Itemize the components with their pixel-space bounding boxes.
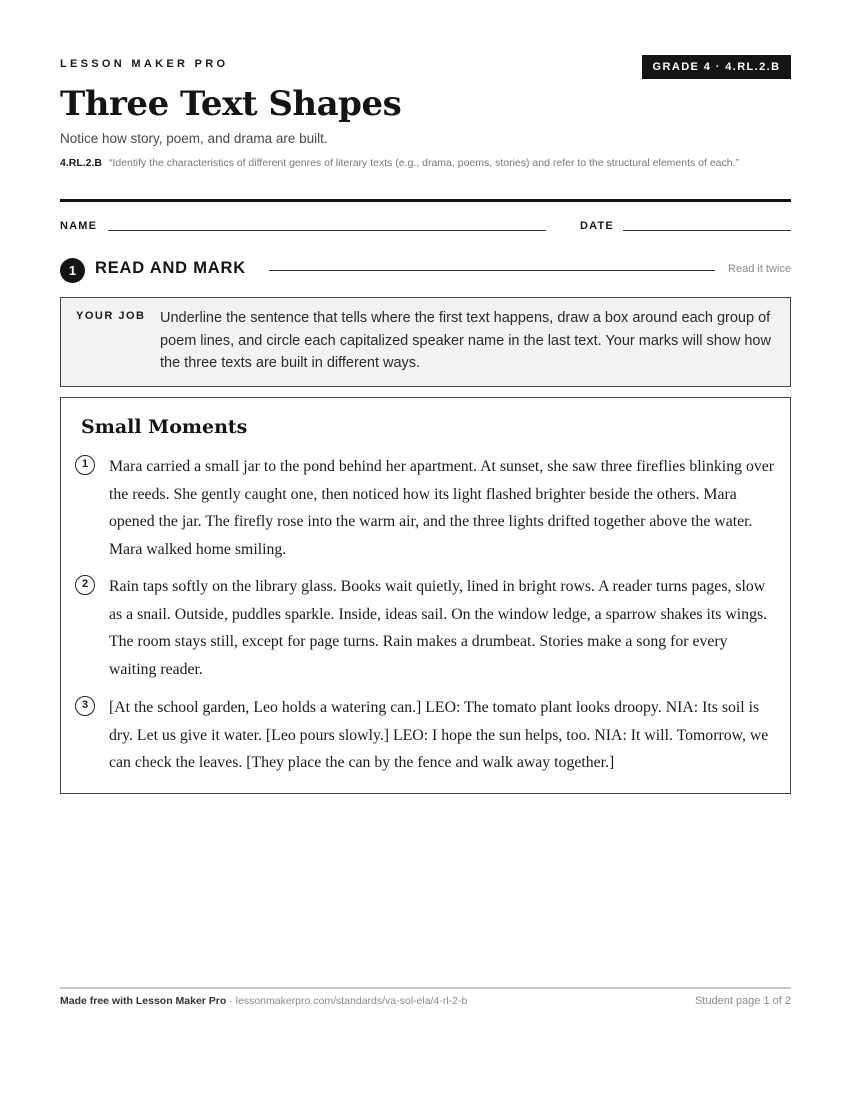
worksheet-page [60, 0, 791, 1100]
section-title: READ AND MARK [95, 259, 246, 277]
section-note: Read it twice [728, 263, 791, 275]
footer-page-number: Student page 1 of 2 [694, 995, 791, 1007]
section-divider [269, 270, 715, 271]
instructions-text: Underline the sentence that tells where the first text happens, draw a box around each group of poem lines, and circle each capitalized speaker name in the last text. Your marks will show how the three texts are built in different ways. [160, 310, 771, 371]
instructions-box [60, 297, 791, 387]
name-label: NAME [60, 220, 98, 232]
page-title: Three Text Shapes [60, 84, 402, 124]
passage-number-badge: 3 [75, 696, 95, 716]
footer-credit [60, 995, 467, 1007]
brand-name: LESSON MAKER PRO [60, 58, 229, 70]
instructions-label: YOUR JOB [76, 310, 146, 322]
grade-badge: GRADE 4 · 4.RL.2.B [642, 55, 791, 79]
section-number-badge: 1 [60, 258, 85, 283]
passage-number-badge: 1 [75, 455, 95, 475]
standard-description [60, 156, 791, 171]
name-field[interactable] [108, 230, 546, 231]
date-label: DATE [580, 220, 614, 232]
date-field[interactable] [623, 230, 791, 231]
header-divider [60, 199, 791, 202]
passage-text[interactable]: Rain taps softly on the library glass. Books wait quietly, lined in bright rows. A reader turns pages, slow as a snail. Outside, puddles sparkle. Inside, ideas sail. On the window ledge, a sparrow shakes its wings. The room stays still, except for page turns. Rain makes a drumbeat. Stories make a song for every waiting reader. [109, 578, 768, 678]
reading-title: Small Moments [81, 416, 248, 438]
footer-url[interactable]: · lessonmakerpro.com/standards/va-sol-ela/4-rl-2-b [226, 995, 468, 1007]
reading-passage-box [60, 397, 791, 794]
footer-made-with: Made free with Lesson Maker Pro [60, 995, 227, 1007]
passage-text[interactable]: [At the school garden, Leo holds a watering can.] LEO: The tomato plant looks droopy. NIA: Its soil is dry. Let us give it water. [Leo pours slowly.] LEO: I hope the sun helps, too. NIA: It will. Tomorrow, we can check the leaves. [They place the can by the fence and walk away together.] [109, 699, 769, 771]
footer-divider [60, 987, 791, 989]
passage-number-badge: 2 [75, 575, 95, 595]
passage-text[interactable]: Mara carried a small jar to the pond behind her apartment. At sunset, she saw three fireflies blinking over the reeds. She gently caught one, then noticed how its light flashed brighter beside the others. Mara opened the jar. The firefly rose into the warm air, and the three lights drifted together above the water. Mara walked home smiling. [109, 458, 775, 558]
standard-code: 4.RL.2.B [60, 157, 103, 169]
page-subtitle: Notice how story, poem, and drama are built. [60, 131, 328, 146]
standard-text: “Identify the characteristics of different genres of literary texts (e.g., drama, poems, stories) and refer to the structural elements of each.” [108, 157, 740, 169]
